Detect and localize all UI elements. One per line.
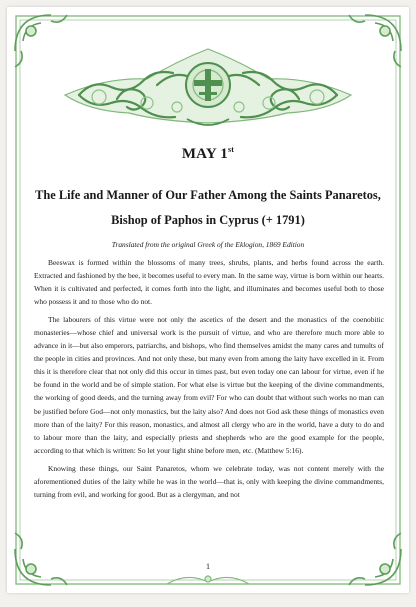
title-line-1: The Life and Manner of Our Father Among the Saints Panaretos,	[35, 188, 381, 202]
body-text	[34, 256, 384, 506]
document-page	[7, 7, 409, 593]
paragraph: Knowing these things, our Saint Panaretos, whom we celebrate today, was not content merely with the aforementioned duties of the laity while he was in the world—that is, only with keeping the divine commandments, turning from evil, and working for good. But as a clergyman, and not	[34, 463, 384, 499]
corner-ornament-icon	[349, 15, 401, 67]
date-heading: MAY 1st	[181, 145, 235, 162]
page-number: 1	[206, 562, 210, 571]
paragraph: The labourers of this virtue were not only the ascetics of the desert and the monastics of the coenobitic monasteries—whose chief and universal work is the pursuit of virtue, and who are therefore much more able to advance in it—but also emperors, patriarchs, and bishops, who find themselves amidst the many cares and tumults of the people in cities and provinces. And not only these, but many even from among the laity have excelled in it. From this it is therefore clear that not only did this occur in times past, but even today one can labour for virtue, even if he be found in the world and be of simple station. For what else is virtue but the keeping of the divine commandments, the working of good deeds, and the turning away from evil? For who can doubt that without such works no man can be justified before God—not only monastics, but the laity also? And does not God ask these things of monastics even more than of the laity? For this reason, monastics, and almost all clergy who are in the world, have a duty to do and to labour more than the laity, and especially priests and shepherds who are the good example for the people, according to that which is written: So let your light shine before men, etc. (Matthew 5:16).	[34, 315, 384, 455]
title-line-2: Bishop of Paphos in Cyprus (+ 1791)	[111, 213, 305, 227]
corner-ornament-icon	[349, 533, 401, 585]
headpiece-knotwork-icon	[65, 49, 351, 125]
corner-ornament-icon	[15, 533, 67, 585]
date-suffix: st	[227, 145, 235, 154]
paragraph: Beeswax is formed within the blossoms of many trees, shrubs, plants, and herbs found across the earth. Extracted and fashioned by the bee, it becomes useful to every man. In the same way, virtue is born within our hearts. When it is cultivated and perfected, it comes forth into the light, and illuminates and becomes useful both to those who possess it and to those who do not.	[34, 258, 385, 307]
translation-note: Translated from the original Greek of the Eklogion, 1869 Edition	[111, 240, 305, 249]
corner-ornament-icon	[15, 15, 67, 67]
